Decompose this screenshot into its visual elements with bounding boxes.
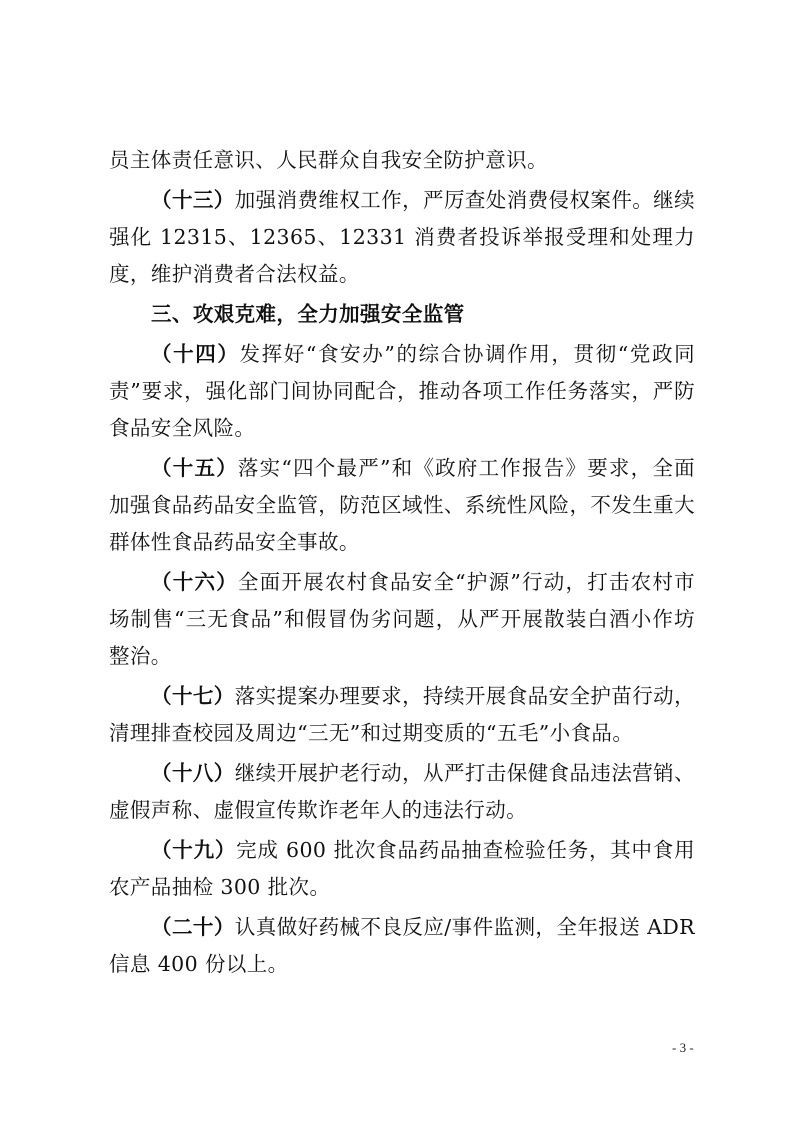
paragraph-label: （二十） bbox=[151, 915, 235, 939]
paragraph-item-16 bbox=[109, 564, 695, 675]
paragraph-label: （十三） bbox=[151, 188, 235, 212]
page-number: - 3 - bbox=[672, 1040, 694, 1055]
paragraph-label: （十四） bbox=[151, 342, 240, 366]
paragraph-text: 认真做好药械不良反应/事件监测，全年报送 ADR 信息 400 份以上。 bbox=[109, 915, 695, 976]
paragraph-item-13 bbox=[109, 182, 695, 293]
paragraph-text: 落实“四个最严”和《政府工作报告》要求，全面加强食品药品安全监管，防范区域性、系统性风险，不发生重大群体性食品药品安全事故。 bbox=[109, 456, 695, 554]
paragraph-text: 继续开展护老行动，从严打击保健食品违法营销、虚假声称、虚假宣传欺诈老年人的违法行动。 bbox=[109, 761, 695, 822]
paragraph-text: 员主体责任意识、人民群众自我安全防护意识。 bbox=[109, 148, 548, 172]
paragraph-continuation bbox=[109, 142, 695, 179]
paragraph-label: （十五） bbox=[151, 456, 238, 480]
paragraph-text: 全面开展农村食品安全“护源”行动，打击农村市场制售“三无食品”和假冒伪劣问题，从严开展散装白酒小作坊整治。 bbox=[109, 570, 695, 668]
paragraph-label: （十九） bbox=[151, 838, 237, 862]
paragraph-text: 加强消费维权工作，严厉查处消费侵权案件。继续强化 12315、12365、12331 消费者投诉举报受理和处理力度，维护消费者合法权益。 bbox=[109, 188, 695, 286]
paragraph-text: 落实提案办理要求，持续开展食品安全护苗行动，清理排查校园及周边“三无”和过期变质的“五毛”小食品。 bbox=[109, 684, 695, 745]
paragraph-item-20 bbox=[109, 909, 695, 983]
paragraph-item-15 bbox=[109, 450, 695, 561]
paragraph-label: （十八） bbox=[151, 761, 235, 785]
paragraph-item-17 bbox=[109, 678, 695, 752]
paragraph-text: 发挥好“食安办”的综合协调作用，贯彻“党政同责”要求，强化部门间协同配合，推动各项工作任务落实，严防食品安全风险。 bbox=[109, 342, 695, 440]
paragraph-text: 完成 600 批次食品药品抽查检验任务，其中食用农产品抽检 300 批次。 bbox=[109, 838, 695, 899]
section-heading: 三、攻艰克难，全力加强安全监管 bbox=[151, 302, 465, 326]
paragraph-item-18 bbox=[109, 755, 695, 829]
document-body bbox=[109, 142, 695, 986]
paragraph-item-19 bbox=[109, 832, 695, 906]
paragraph-item-14 bbox=[109, 336, 695, 447]
paragraph-label: （十六） bbox=[151, 570, 238, 594]
paragraph-label: （十七） bbox=[151, 684, 235, 708]
